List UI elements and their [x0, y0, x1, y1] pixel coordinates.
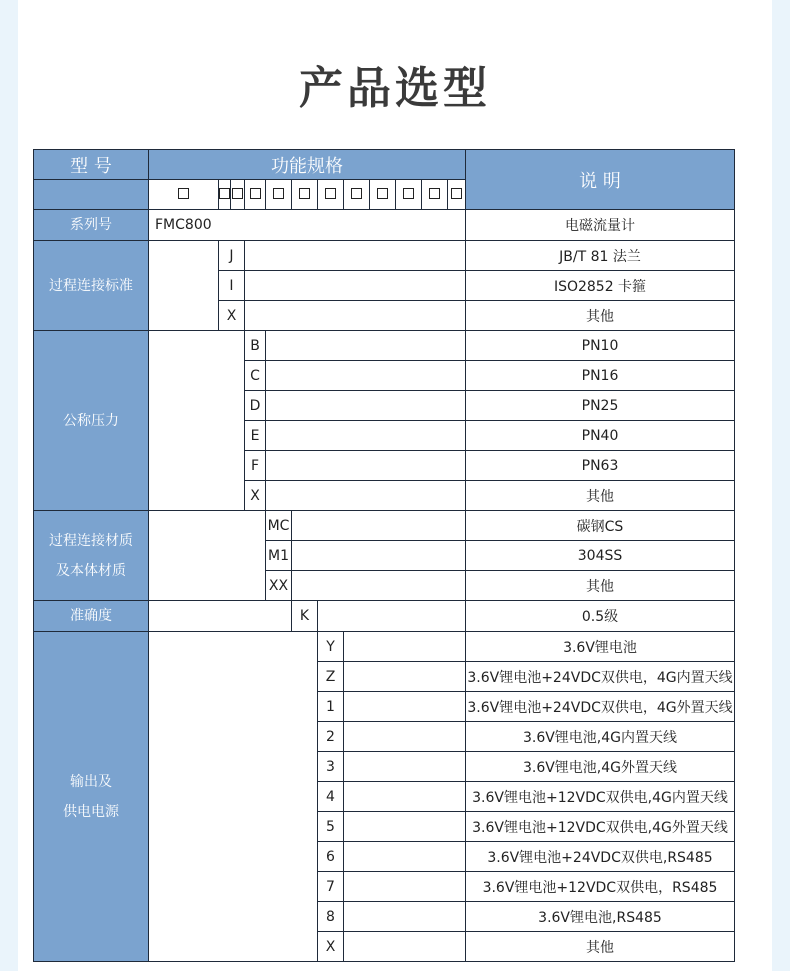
- placeholder-cell: [292, 180, 318, 210]
- blank-cell: [292, 571, 466, 601]
- blank-cell: [344, 722, 466, 752]
- connection-standard-code: X: [219, 301, 245, 331]
- output-desc: 3.6V锂电池,4G外置天线: [466, 752, 735, 782]
- blank-cell: [344, 842, 466, 872]
- output-desc: 3.6V锂电池+12VDC双供电,4G外置天线: [466, 812, 735, 842]
- material-desc: 304SS: [466, 541, 735, 571]
- white-square-icon: [299, 188, 310, 199]
- pressure-desc: PN25: [466, 391, 735, 421]
- white-square-icon: [325, 188, 336, 199]
- pressure-desc: PN10: [466, 331, 735, 361]
- spec-header: 功能规格: [149, 150, 466, 180]
- material-code: XX: [266, 571, 292, 601]
- white-square-icon: [178, 188, 189, 199]
- blank-cell: [344, 752, 466, 782]
- output-code: 1: [318, 692, 344, 722]
- placeholder-cell: [448, 180, 466, 210]
- placeholder-cell: [149, 180, 219, 210]
- pressure-desc: PN16: [466, 361, 735, 391]
- desc-header: 说 明: [466, 150, 735, 210]
- output-desc: 3.6V锂电池+24VDC双供电,RS485: [466, 842, 735, 872]
- blank-cell: [344, 932, 466, 962]
- placeholder-cell: [318, 180, 344, 210]
- material-label: [34, 511, 149, 601]
- output-label-line1: 输出及: [70, 773, 112, 790]
- blank-cell: [245, 271, 466, 301]
- white-square-icon: [273, 188, 284, 199]
- pressure-code: B: [245, 331, 266, 361]
- blank-cell: [344, 872, 466, 902]
- white-square-icon: [377, 188, 388, 199]
- material-label-line2: 及本体材质: [56, 562, 126, 579]
- connection-standard-code: J: [219, 241, 245, 271]
- pressure-code: X: [245, 481, 266, 511]
- output-desc: 其他: [466, 932, 735, 962]
- pressure-desc: PN40: [466, 421, 735, 451]
- connection-standard-desc: ISO2852 卡箍: [466, 271, 735, 301]
- pressure-code: E: [245, 421, 266, 451]
- pressure-code: C: [245, 361, 266, 391]
- white-square-icon: [429, 188, 440, 199]
- white-square-icon: [219, 188, 230, 199]
- blank-cell: [344, 662, 466, 692]
- blank-cell: [266, 331, 466, 361]
- white-square-icon: [451, 188, 462, 199]
- page-title: 产品选型: [299, 63, 491, 114]
- material-desc: 其他: [466, 571, 735, 601]
- output-code: X: [318, 932, 344, 962]
- blank-cell: [245, 301, 466, 331]
- output-code: 2: [318, 722, 344, 752]
- blank-cell: [149, 241, 219, 331]
- connection-standard-label: 过程连接标准: [34, 241, 149, 331]
- output-code: 8: [318, 902, 344, 932]
- placeholder-cell: [396, 180, 422, 210]
- header-blank-cell: [34, 180, 149, 210]
- output-desc: 3.6V锂电池+24VDC双供电，4G外置天线: [466, 692, 735, 722]
- blank-cell: [149, 331, 245, 511]
- output-code: 6: [318, 842, 344, 872]
- pressure-desc: 其他: [466, 481, 735, 511]
- output-code: 5: [318, 812, 344, 842]
- output-code: 3: [318, 752, 344, 782]
- pressure-code: F: [245, 451, 266, 481]
- pressure-label: 公称压力: [34, 331, 149, 511]
- output-code: Z: [318, 662, 344, 692]
- placeholder-cell: [422, 180, 448, 210]
- output-label-line2: 供电电源: [63, 803, 119, 820]
- connection-standard-desc: 其他: [466, 301, 735, 331]
- page: [18, 0, 772, 971]
- connection-standard-desc: JB/T 81 法兰: [466, 241, 735, 271]
- placeholder-cell: [231, 180, 245, 210]
- blank-cell: [344, 812, 466, 842]
- placeholder-cell: [219, 180, 231, 210]
- white-square-icon: [232, 188, 243, 199]
- accuracy-desc: 0.5级: [466, 601, 735, 632]
- series-code: FMC800: [149, 210, 466, 241]
- blank-cell: [149, 601, 292, 632]
- blank-cell: [266, 481, 466, 511]
- blank-cell: [292, 511, 466, 541]
- output-desc: 3.6V锂电池+12VDC双供电，RS485: [466, 872, 735, 902]
- pressure-code: D: [245, 391, 266, 421]
- accuracy-label: 准确度: [34, 601, 149, 632]
- blank-cell: [245, 241, 466, 271]
- blank-cell: [149, 511, 266, 601]
- accuracy-code: K: [292, 601, 318, 632]
- connection-standard-code: I: [219, 271, 245, 301]
- white-square-icon: [351, 188, 362, 199]
- output-desc: 3.6V锂电池,RS485: [466, 902, 735, 932]
- blank-cell: [149, 632, 318, 962]
- placeholder-cell: [245, 180, 266, 210]
- blank-cell: [344, 782, 466, 812]
- blank-cell: [318, 601, 466, 632]
- output-desc: 3.6V锂电池,4G内置天线: [466, 722, 735, 752]
- white-square-icon: [250, 188, 261, 199]
- blank-cell: [344, 692, 466, 722]
- blank-cell: [292, 541, 466, 571]
- output-code: Y: [318, 632, 344, 662]
- blank-cell: [344, 632, 466, 662]
- placeholder-cell: [266, 180, 292, 210]
- material-label-line1: 过程连接材质: [49, 532, 133, 549]
- material-code: MC: [266, 511, 292, 541]
- blank-cell: [266, 451, 466, 481]
- output-code: 7: [318, 872, 344, 902]
- material-code: M1: [266, 541, 292, 571]
- output-desc: 3.6V锂电池+12VDC双供电,4G内置天线: [466, 782, 735, 812]
- placeholder-cell: [344, 180, 370, 210]
- series-label: 系列号: [34, 210, 149, 241]
- output-desc: 3.6V锂电池: [466, 632, 735, 662]
- blank-cell: [266, 391, 466, 421]
- selection-table: [33, 149, 735, 962]
- output-code: 4: [318, 782, 344, 812]
- pressure-desc: PN63: [466, 451, 735, 481]
- blank-cell: [266, 421, 466, 451]
- placeholder-cell: [370, 180, 396, 210]
- output-desc: 3.6V锂电池+24VDC双供电，4G内置天线: [466, 662, 735, 692]
- white-square-icon: [403, 188, 414, 199]
- blank-cell: [266, 361, 466, 391]
- material-desc: 碳钢CS: [466, 511, 735, 541]
- series-desc: 电磁流量计: [466, 210, 735, 241]
- model-header: 型 号: [34, 150, 149, 180]
- blank-cell: [344, 902, 466, 932]
- output-label: [34, 632, 149, 962]
